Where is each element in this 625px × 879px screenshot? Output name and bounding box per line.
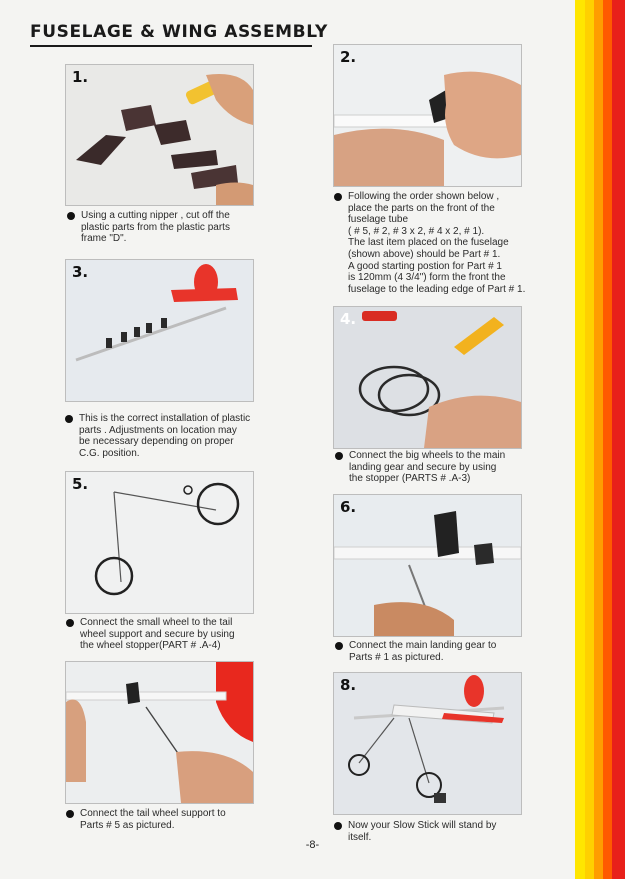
step-7-text: Connect the tail wheel support to Parts # 5 as pictured. xyxy=(80,808,226,831)
step-5-number: 5. xyxy=(72,475,89,493)
step-1-photo xyxy=(65,64,254,206)
step-8-text: Now your Slow Stick will stand by itself. xyxy=(348,820,497,843)
step-6-caption xyxy=(349,640,549,663)
step-1-text: Using a cutting nipper , cut off the plastic parts from the plastic parts frame "D". xyxy=(81,210,230,245)
step-5-caption xyxy=(80,617,280,652)
step-6-number: 6. xyxy=(340,498,357,516)
installed-parts-illustration xyxy=(66,260,253,401)
step-3-photo xyxy=(65,259,254,402)
step-1-caption xyxy=(81,210,261,245)
stripe-dark-orange xyxy=(603,0,612,879)
bullet-icon xyxy=(65,415,73,423)
bullet-icon xyxy=(334,822,342,830)
big-wheels-illustration xyxy=(334,307,521,448)
page-title: FUSELAGE & WING ASSEMBLY xyxy=(30,22,328,42)
step-4-text: Connect the big wheels to the main landing gear and secure by using the stopper (PARTS # .A-3) xyxy=(349,450,506,485)
step-4-number: 4. xyxy=(340,310,357,328)
step-6-text: Connect the main landing gear to Parts # 1 as pictured. xyxy=(349,640,497,663)
step-5-photo xyxy=(65,471,254,614)
stripe-yellow xyxy=(575,0,585,879)
fuselage-placing-illustration xyxy=(334,45,521,186)
step-6-photo xyxy=(333,494,522,637)
step-4-caption xyxy=(349,450,549,485)
step-3-number: 3. xyxy=(72,263,89,281)
step-2-number: 2. xyxy=(340,48,357,66)
page-number: -8- xyxy=(305,839,320,851)
step-2-photo xyxy=(333,44,522,187)
stripe-orange xyxy=(594,0,603,879)
step-7-photo xyxy=(65,661,254,804)
bullet-icon xyxy=(335,452,343,460)
step-3-caption xyxy=(79,413,289,459)
main-gear-illustration xyxy=(334,495,521,636)
step-3-text: This is the correct installation of plastic parts . Adjustments on location may be necessary depending on proper C.G. position. xyxy=(79,413,251,459)
stripe-red xyxy=(612,0,625,879)
standing-plane-illustration xyxy=(334,673,521,814)
step-2-text: Following the order shown below , place the parts on the front of the fuselage tube ( # 5, # 2, # 3 x 2, # 4 x 2, # 1). The last item placed on the fuselage (shown above) should be Part # 1. A good starting postion for Part # 1 is 120mm (4 3/4") form the front the fuselage to the leading edge of Part # 1. xyxy=(348,191,526,295)
step-4-photo xyxy=(333,306,522,449)
step-2-caption xyxy=(348,191,573,295)
bullet-icon xyxy=(334,193,342,201)
step-7-caption xyxy=(80,808,280,831)
step-8-photo xyxy=(333,672,522,815)
bullet-icon xyxy=(67,212,75,220)
title-underline xyxy=(30,45,312,47)
bullet-icon xyxy=(66,619,74,627)
tail-wheel-illustration xyxy=(66,662,253,803)
stripe-gold xyxy=(585,0,594,879)
small-wheel-illustration xyxy=(66,472,253,613)
step-1-number: 1. xyxy=(72,68,89,86)
step-5-text: Connect the small wheel to the tail wheel support and secure by using the wheel stopper(PART # .A-4) xyxy=(80,617,235,652)
bullet-icon xyxy=(335,642,343,650)
bullet-icon xyxy=(66,810,74,818)
step-8-number: 8. xyxy=(340,676,357,694)
cutting-parts-illustration xyxy=(66,65,253,205)
